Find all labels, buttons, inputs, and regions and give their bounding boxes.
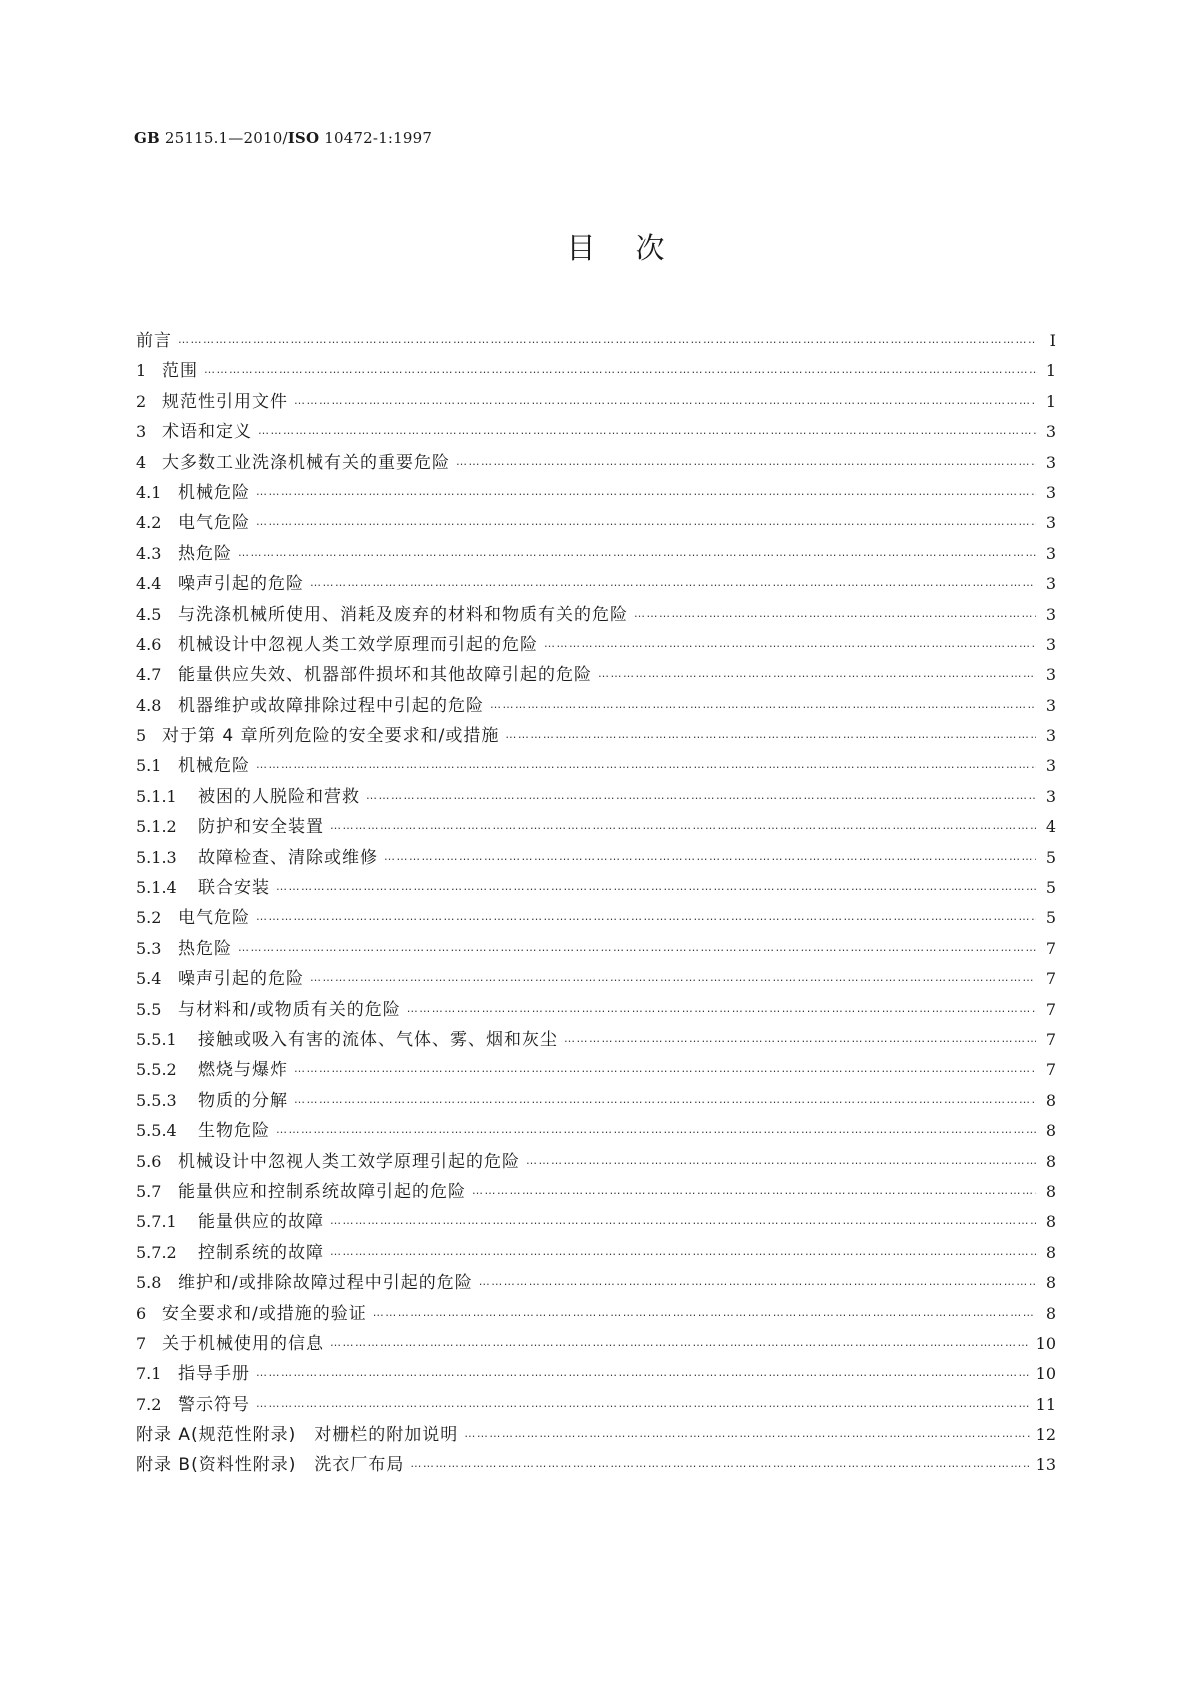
toc-entry-title: 安全要求和/或措施的验证 — [162, 1303, 367, 1324]
toc-entry-title: 控制系统的故障 — [198, 1242, 324, 1263]
toc-entry-page: 10 — [1035, 1333, 1056, 1353]
toc-entry-title: 能量供应失效、机器部件损坏和其他故障引起的危险 — [178, 665, 592, 686]
toc-leader-dots — [564, 1032, 1036, 1045]
toc-entry-number: 2 — [136, 391, 147, 411]
toc-entry-title: 与材料和/或物质有关的危险 — [178, 999, 401, 1020]
standard-prefix: GB — [134, 129, 160, 147]
toc-leader-dots — [366, 789, 1036, 802]
toc-entry-number: 4.1 — [136, 482, 162, 502]
toc-leader-dots — [464, 1427, 1029, 1440]
toc-entry-number: 5.1.3 — [136, 847, 177, 867]
toc-entry-title: 与洗涤机械所使用、消耗及废弃的材料和物质有关的危险 — [178, 604, 628, 625]
toc-leader-dots — [256, 1366, 1030, 1379]
toc-entry-title: 电气危险 — [178, 513, 250, 534]
toc-entry-title: 术语和定义 — [162, 422, 252, 443]
toc-leader-dots — [384, 850, 1036, 863]
toc-entry[interactable] — [136, 1025, 1056, 1055]
toc-entry[interactable] — [136, 1147, 1056, 1177]
toc-leader-dots — [634, 607, 1036, 620]
toc-entry-page: 8 — [1045, 1090, 1056, 1110]
toc-entry-number: 5.1.4 — [136, 878, 177, 898]
toc-leader-dots — [330, 1336, 1030, 1349]
toc-entry-title: 附录 B(资料性附录) 洗衣厂布局 — [136, 1455, 405, 1476]
toc-entry-number: 5.5.4 — [136, 1121, 177, 1141]
toc-entry-title: 前言 — [136, 331, 172, 351]
toc-entry[interactable] — [136, 569, 1056, 599]
page-title: 目次 — [566, 231, 705, 265]
toc-leader-dots — [472, 1184, 1036, 1197]
toc-leader-dots — [256, 758, 1036, 771]
toc-entry-number: 5.1 — [136, 756, 162, 776]
toc-entry-number: 6 — [136, 1303, 147, 1323]
toc-entry-number: 5.7.2 — [136, 1242, 177, 1262]
toc-entry-title: 机器维护或故障排除过程中引起的危险 — [178, 695, 484, 716]
toc-leader-dots — [276, 1123, 1036, 1136]
toc-entry-title: 故障检查、清除或维修 — [198, 847, 378, 868]
toc-entry-number: 4.8 — [136, 695, 162, 715]
toc-entry-title: 指导手册 — [178, 1364, 250, 1385]
toc-entry[interactable] — [136, 873, 1056, 903]
toc-leader-dots — [330, 1214, 1036, 1227]
toc-entry[interactable] — [136, 782, 1056, 812]
toc-entry[interactable] — [136, 1390, 1056, 1420]
toc-entry-number: 5.4 — [136, 969, 162, 989]
toc-entry[interactable] — [136, 843, 1056, 873]
toc-leader-dots — [310, 576, 1036, 589]
toc-entry[interactable] — [136, 964, 1056, 994]
toc-entry-number: 5.5 — [136, 999, 162, 1019]
toc-leader-dots — [310, 971, 1036, 984]
toc-entry-title: 范围 — [162, 361, 198, 382]
toc-leader-dots — [330, 1245, 1036, 1258]
toc-entry-page: 8 — [1045, 1212, 1056, 1232]
toc-entry-title: 机械设计中忽视人类工效学原理而引起的危险 — [178, 634, 538, 655]
iso-prefix: ISO — [287, 129, 320, 147]
toc-entry-title: 规范性引用文件 — [162, 391, 288, 412]
toc-leader-dots — [373, 1306, 1036, 1319]
toc-entry[interactable] — [136, 1450, 1056, 1480]
toc-entry-title: 机械危险 — [178, 482, 250, 503]
toc-entry-number: 4 — [136, 452, 147, 472]
toc-entry-number: 4.3 — [136, 543, 162, 563]
toc-entry[interactable] — [136, 600, 1056, 630]
toc-entry[interactable] — [136, 387, 1056, 417]
toc-leader-dots — [256, 910, 1036, 923]
toc-entry[interactable] — [136, 1207, 1056, 1237]
toc-entry-number: 5 — [136, 726, 147, 746]
toc-leader-dots — [505, 728, 1036, 741]
toc-entry[interactable] — [136, 812, 1056, 842]
toc-entry[interactable] — [136, 1055, 1056, 1085]
toc-entry[interactable] — [136, 1116, 1056, 1146]
toc-entry-title: 机械危险 — [178, 756, 250, 777]
toc-entry-title: 噪声引起的危险 — [178, 969, 304, 990]
toc-leader-dots — [258, 424, 1036, 437]
toc-entry[interactable] — [136, 356, 1056, 386]
toc-entry-page: 3 — [1045, 634, 1056, 654]
toc-leader-dots — [204, 363, 1036, 376]
toc-entry-page: 7 — [1045, 969, 1056, 989]
iso-number: 10472-1:1997 — [319, 129, 433, 147]
toc-entry-title: 电气危险 — [178, 908, 250, 929]
toc-entry-title: 热危险 — [178, 938, 232, 959]
toc-entry-title: 防护和安全装置 — [198, 817, 324, 838]
toc-entry-page: 12 — [1035, 1425, 1056, 1445]
toc-entry-page: 3 — [1045, 726, 1056, 746]
toc-entry-number: 5.5.2 — [136, 1060, 177, 1080]
toc-entry-page: 8 — [1045, 1273, 1056, 1293]
toc-entry[interactable] — [136, 691, 1056, 721]
toc-entry-number: 5.7 — [136, 1181, 162, 1201]
toc-entry-page: Ⅰ — [1049, 331, 1056, 350]
standard-number: 25115.1—2010/ — [159, 129, 288, 147]
toc-entry-title: 联合安装 — [198, 878, 270, 899]
toc-leader-dots — [294, 1062, 1036, 1075]
toc-entry-page: 1 — [1045, 361, 1056, 381]
toc-entry[interactable] — [136, 721, 1056, 751]
toc-entry-page: 8 — [1045, 1303, 1056, 1323]
toc-entry-number: 5.5.3 — [136, 1090, 177, 1110]
toc-leader-dots — [276, 880, 1036, 893]
toc-leader-dots — [410, 1457, 1029, 1470]
toc-entry-page: 3 — [1045, 422, 1056, 442]
toc-entry[interactable] — [136, 934, 1056, 964]
toc-entry[interactable] — [136, 1086, 1056, 1116]
toc-entry-number: 4.2 — [136, 513, 162, 533]
toc-leader-dots — [598, 667, 1036, 680]
toc-entry-number: 5.1.1 — [136, 786, 177, 806]
toc-entry-page: 7 — [1045, 1060, 1056, 1080]
toc-leader-dots — [178, 333, 1036, 346]
toc-entry-title: 维护和/或排除故障过程中引起的危险 — [178, 1273, 473, 1294]
toc-entry-page: 8 — [1045, 1121, 1056, 1141]
toc-entry-page: 8 — [1045, 1151, 1056, 1171]
toc-entry-number: 5.6 — [136, 1151, 162, 1171]
toc-entry-page: 3 — [1045, 665, 1056, 685]
toc-entry-title: 能量供应的故障 — [198, 1212, 324, 1233]
toc-entry-page: 3 — [1045, 574, 1056, 594]
toc-leader-dots — [294, 1093, 1036, 1106]
toc-leader-dots — [330, 819, 1036, 832]
toc-entry-number: 7 — [136, 1333, 147, 1353]
toc-entry-number: 4.5 — [136, 604, 162, 624]
toc-entry[interactable] — [136, 995, 1056, 1025]
toc-entry-title: 机械设计中忽视人类工效学原理引起的危险 — [178, 1151, 520, 1172]
toc-entry-number: 4.6 — [136, 634, 162, 654]
toc-entry-page: 3 — [1045, 604, 1056, 624]
toc-entry-number: 5.8 — [136, 1273, 162, 1293]
toc-entry[interactable] — [136, 660, 1056, 690]
toc-entry-title: 被困的人脱险和营救 — [198, 786, 360, 807]
toc-entry-page: 10 — [1035, 1364, 1056, 1384]
toc-entry[interactable] — [136, 630, 1056, 660]
toc-entry-page: 7 — [1045, 938, 1056, 958]
toc-leader-dots — [490, 698, 1036, 711]
toc-leader-dots — [544, 637, 1036, 650]
toc-leader-dots — [256, 515, 1036, 528]
toc-entry-number: 5.1.2 — [136, 817, 177, 837]
toc-entry-page: 7 — [1045, 1029, 1056, 1049]
toc-entry-title: 能量供应和控制系统故障引起的危险 — [178, 1181, 466, 1202]
toc-entry-number: 1 — [136, 361, 147, 381]
toc-entry[interactable] — [136, 539, 1056, 569]
toc-entry-page: 5 — [1045, 878, 1056, 898]
toc-entry-number: 7.1 — [136, 1364, 162, 1384]
toc-entry-number: 3 — [136, 422, 147, 442]
toc-leader-dots — [456, 455, 1036, 468]
toc-entry-page: 8 — [1045, 1181, 1056, 1201]
toc-entry[interactable] — [136, 1268, 1056, 1298]
toc-entry-title: 生物危险 — [198, 1121, 270, 1142]
toc-entry-page: 3 — [1045, 756, 1056, 776]
toc-entry-title: 警示符号 — [178, 1394, 250, 1415]
toc-entry[interactable] — [136, 508, 1056, 538]
toc-entry[interactable] — [136, 1359, 1056, 1389]
toc-leader-dots — [256, 485, 1036, 498]
toc-entry-number: 4.4 — [136, 574, 162, 594]
toc-entry-page: 5 — [1045, 847, 1056, 867]
standard-code — [134, 129, 432, 147]
toc-entry-page: 3 — [1045, 513, 1056, 533]
toc-entry[interactable] — [136, 1238, 1056, 1268]
toc-entry[interactable] — [136, 326, 1056, 356]
toc-entry-page: 3 — [1045, 543, 1056, 563]
toc-entry-page: 7 — [1045, 999, 1056, 1019]
toc-entry-number: 5.3 — [136, 938, 162, 958]
toc-entry-page: 3 — [1045, 695, 1056, 715]
toc-leader-dots — [238, 941, 1036, 954]
toc-entry-title: 燃烧与爆炸 — [198, 1060, 288, 1081]
toc-leader-dots — [407, 1002, 1036, 1015]
toc-entry[interactable] — [136, 417, 1056, 447]
toc-entry[interactable] — [136, 751, 1056, 781]
toc-entry-title: 热危险 — [178, 543, 232, 564]
toc-entry-page: 3 — [1045, 786, 1056, 806]
toc-entry[interactable] — [136, 903, 1056, 933]
toc-entry[interactable] — [136, 1177, 1056, 1207]
toc-entry-page: 3 — [1045, 452, 1056, 472]
toc-entry[interactable] — [136, 448, 1056, 478]
toc-entry-number: 5.7.1 — [136, 1212, 177, 1232]
toc-entry-number: 7.2 — [136, 1394, 162, 1414]
toc-entry-page: 1 — [1045, 391, 1056, 411]
toc-entry[interactable] — [136, 478, 1056, 508]
toc-entry-title: 噪声引起的危险 — [178, 574, 304, 595]
toc-entry-page: 11 — [1035, 1394, 1056, 1414]
toc-entry-page: 8 — [1045, 1242, 1056, 1262]
toc-entry-page: 3 — [1045, 482, 1056, 502]
toc-entry-number: 5.2 — [136, 908, 162, 928]
toc-entry-title: 关于机械使用的信息 — [162, 1333, 324, 1354]
toc-entry-title: 对于第 4 章所列危险的安全要求和/或措施 — [162, 726, 500, 747]
toc-entry-title: 附录 A(规范性附录) 对栅栏的附加说明 — [136, 1425, 459, 1446]
toc-leader-dots — [294, 394, 1036, 407]
toc-leader-dots — [238, 546, 1036, 559]
toc-entry-title: 接触或吸入有害的流体、气体、雾、烟和灰尘 — [198, 1029, 558, 1050]
toc-entry-page: 4 — [1045, 817, 1056, 837]
toc-entry[interactable] — [136, 1420, 1056, 1450]
toc-leader-dots — [256, 1397, 1030, 1410]
toc-leader-dots — [479, 1275, 1036, 1288]
toc-entry-number: 4.7 — [136, 665, 162, 685]
toc-entry-number: 5.5.1 — [136, 1029, 177, 1049]
table-of-contents — [136, 326, 1056, 1481]
toc-entry-title: 大多数工业洗涤机械有关的重要危险 — [162, 452, 450, 473]
toc-entry[interactable] — [136, 1299, 1056, 1329]
toc-entry[interactable] — [136, 1329, 1056, 1359]
toc-leader-dots — [526, 1154, 1036, 1167]
toc-entry-page: 5 — [1045, 908, 1056, 928]
toc-entry-page: 13 — [1035, 1455, 1056, 1475]
toc-entry-title: 物质的分解 — [198, 1090, 288, 1111]
